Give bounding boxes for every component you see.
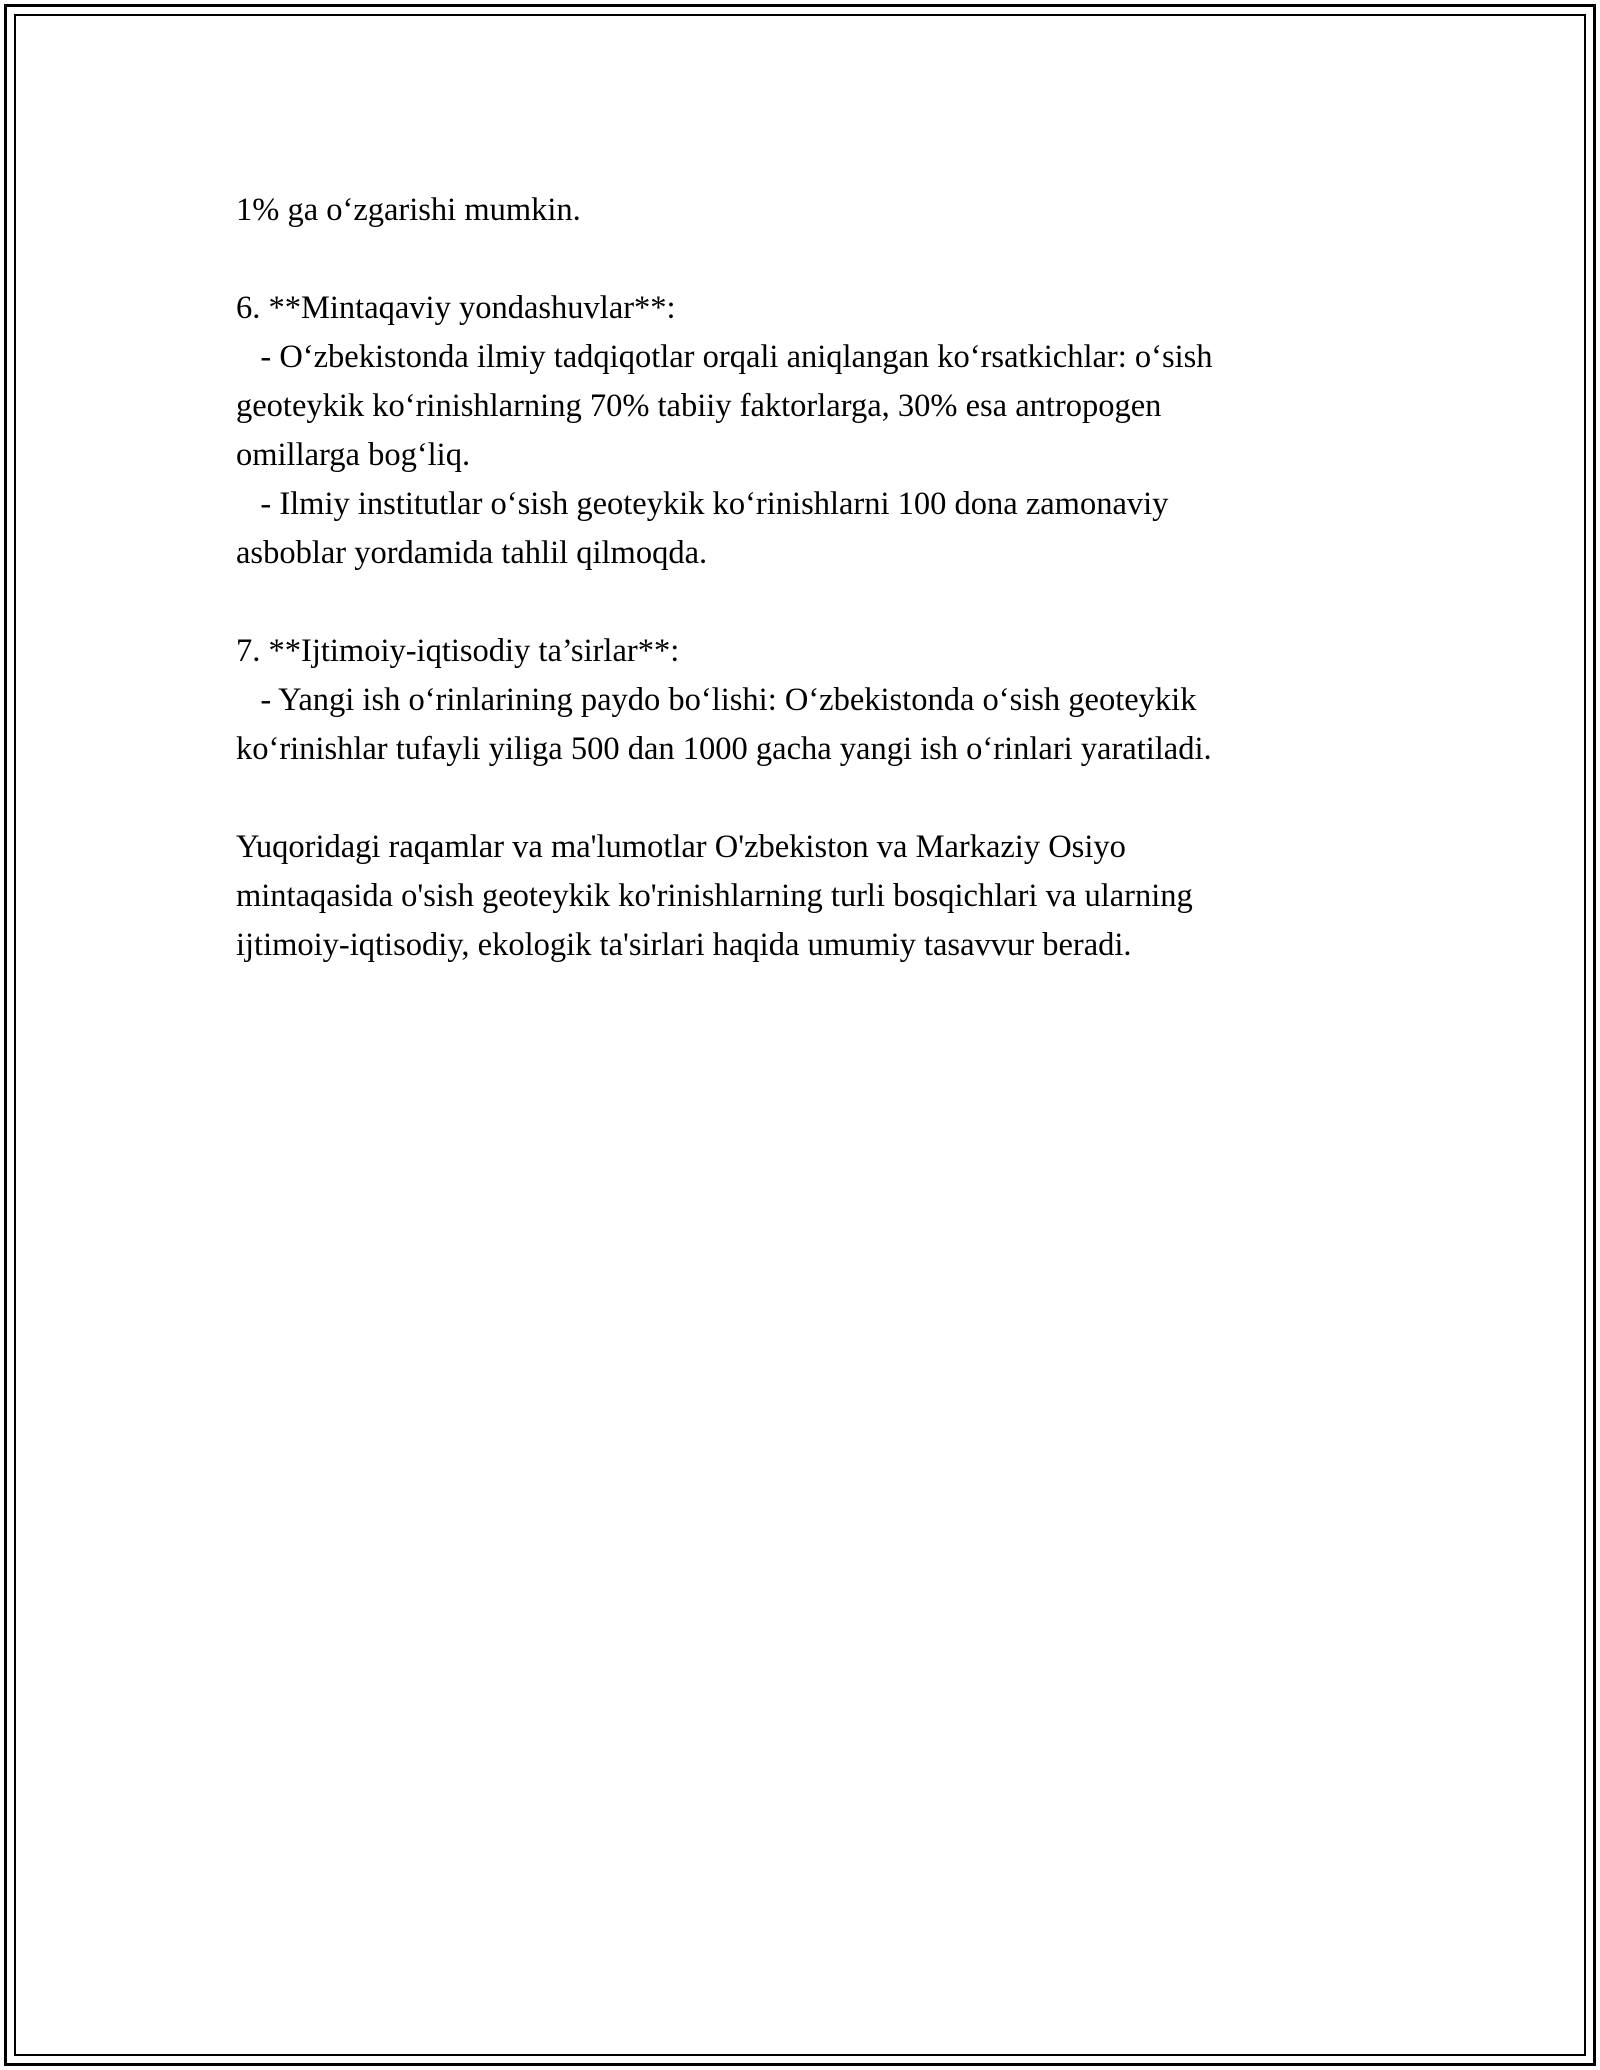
text-line: Yuqoridagi raqamlar va ma'lumotlar O'zbekiston va Markaziy Osiyo — [236, 829, 1126, 865]
text-line: - Ilmiy institutlar o‘sish geoteykik ko‘rinishlarni 100 dona zamonaviy — [236, 486, 1169, 522]
blank-line — [236, 578, 1376, 627]
document-body — [236, 186, 1376, 970]
text-line: 1% ga o‘zgarishi mumkin. — [236, 192, 581, 228]
text-line: ko‘rinishlar tufayli yiliga 500 dan 1000 gacha yangi ish o‘rinlari yaratiladi. — [236, 731, 1212, 767]
text-line: omillarga bog‘liq. — [236, 437, 471, 473]
section-heading: 6. **Mintaqaviy yondashuvlar**: — [236, 290, 676, 326]
text-line: mintaqasida o'sish geoteykik ko'rinishlarning turli bosqichlari va ularning — [236, 878, 1193, 914]
blank-line — [236, 235, 1376, 284]
text-line: asboblar yordamida tahlil qilmoqda. — [236, 535, 708, 571]
blank-line — [236, 774, 1376, 823]
text-line: geoteykik ko‘rinishlarning 70% tabiiy faktorlarga, 30% esa antropogen — [236, 388, 1162, 424]
text-line: - Yangi ish o‘rinlarining paydo bo‘lishi: O‘zbekistonda o‘sish geoteykik — [236, 682, 1197, 718]
text-line: - O‘zbekistonda ilmiy tadqiqotlar orqali aniqlangan ko‘rsatkichlar: o‘sish — [236, 339, 1213, 375]
text-line: ijtimoiy-iqtisodiy, ekologik ta'sirlari haqida umumiy tasavvur beradi. — [236, 927, 1132, 963]
section-heading: 7. **Ijtimoiy-iqtisodiy ta’sirlar**: — [236, 633, 680, 669]
